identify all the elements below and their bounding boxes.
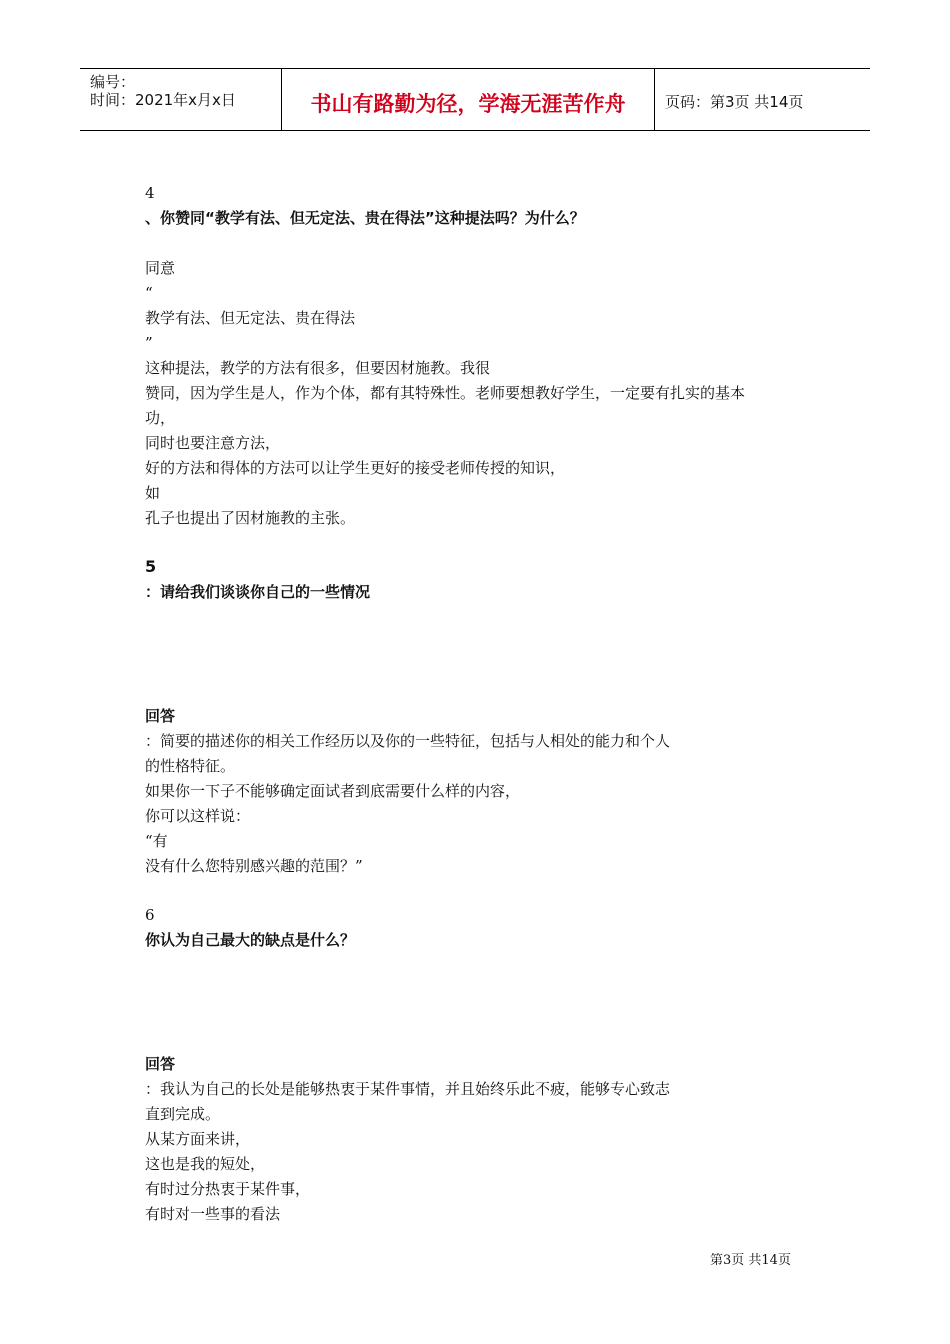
- answer-line: 如果你一下子不能够确定面试者到底需要什么样的内容，: [145, 782, 521, 800]
- answer-line: 没有什么您特别感兴趣的范围？”: [145, 857, 363, 875]
- document-date: 时间：2021年x月x日: [90, 91, 236, 109]
- answer-line: 好的方法和得体的方法可以让学生更好的接受老师传授的知识，: [145, 459, 566, 477]
- answer-line: 同意: [145, 259, 176, 277]
- answer-line: 孔子也提出了因材施教的主张。: [145, 509, 356, 527]
- question-text: 、你赞同“教学有法、但无定法、贵在得法”这种提法吗？为什么？: [145, 209, 585, 227]
- question-number: 5: [145, 557, 157, 576]
- question-text: 你认为自己最大的缺点是什么？: [145, 931, 356, 949]
- footer-page-number: 第3页 共14页: [710, 1253, 791, 1268]
- answer-line: 赞同，因为学生是人，作为个体，都有其特殊性。老师要想教好学生，一定要有扎实的基本: [145, 384, 746, 402]
- answer-line: ：简要的描述你的相关工作经历以及你的一些特征，包括与人相处的能力和个人: [145, 732, 671, 750]
- answer-line: “: [145, 284, 153, 302]
- header-motto: 书山有路勤为径，学海无涯苦作舟: [310, 92, 626, 116]
- header-page-number: 页码：第3页 共14页: [665, 93, 804, 111]
- answer-line: 的性格特征。: [145, 757, 236, 775]
- answer-line: ”: [145, 334, 153, 352]
- answer-line: 直到完成。: [145, 1105, 221, 1123]
- answer-line: 这种提法，教学的方法有很多，但要因材施教。我很: [145, 359, 491, 377]
- answer-line: 如: [145, 484, 161, 502]
- answer-label: 回答: [145, 1055, 176, 1073]
- answer-label: 回答: [145, 707, 176, 725]
- question-text: ：请给我们谈谈你自己的一些情况: [145, 583, 371, 601]
- answer-line: 你可以这样说：: [145, 807, 251, 825]
- answer-line: 同时也要注意方法，: [145, 434, 281, 452]
- answer-line: 从某方面来讲，: [145, 1130, 251, 1148]
- answer-line: 这也是我的短处，: [145, 1155, 266, 1173]
- answer-line: 功，: [145, 409, 176, 427]
- answer-line: 有时过分热衷于某件事，: [145, 1180, 311, 1198]
- answer-line: 教学有法、但无定法、贵在得法: [145, 309, 356, 327]
- answer-line: 有时对一些事的看法: [145, 1205, 281, 1223]
- question-number: 6: [145, 906, 155, 924]
- header-divider: [654, 69, 655, 130]
- answer-line: “有: [145, 832, 168, 850]
- question-number: 4: [145, 184, 155, 202]
- page-header: [80, 68, 870, 131]
- answer-line: ：我认为自己的长处是能够热衷于某件事情，并且始终乐此不疲，能够专心致志: [145, 1080, 671, 1098]
- document-number-label: 编号：: [90, 73, 136, 91]
